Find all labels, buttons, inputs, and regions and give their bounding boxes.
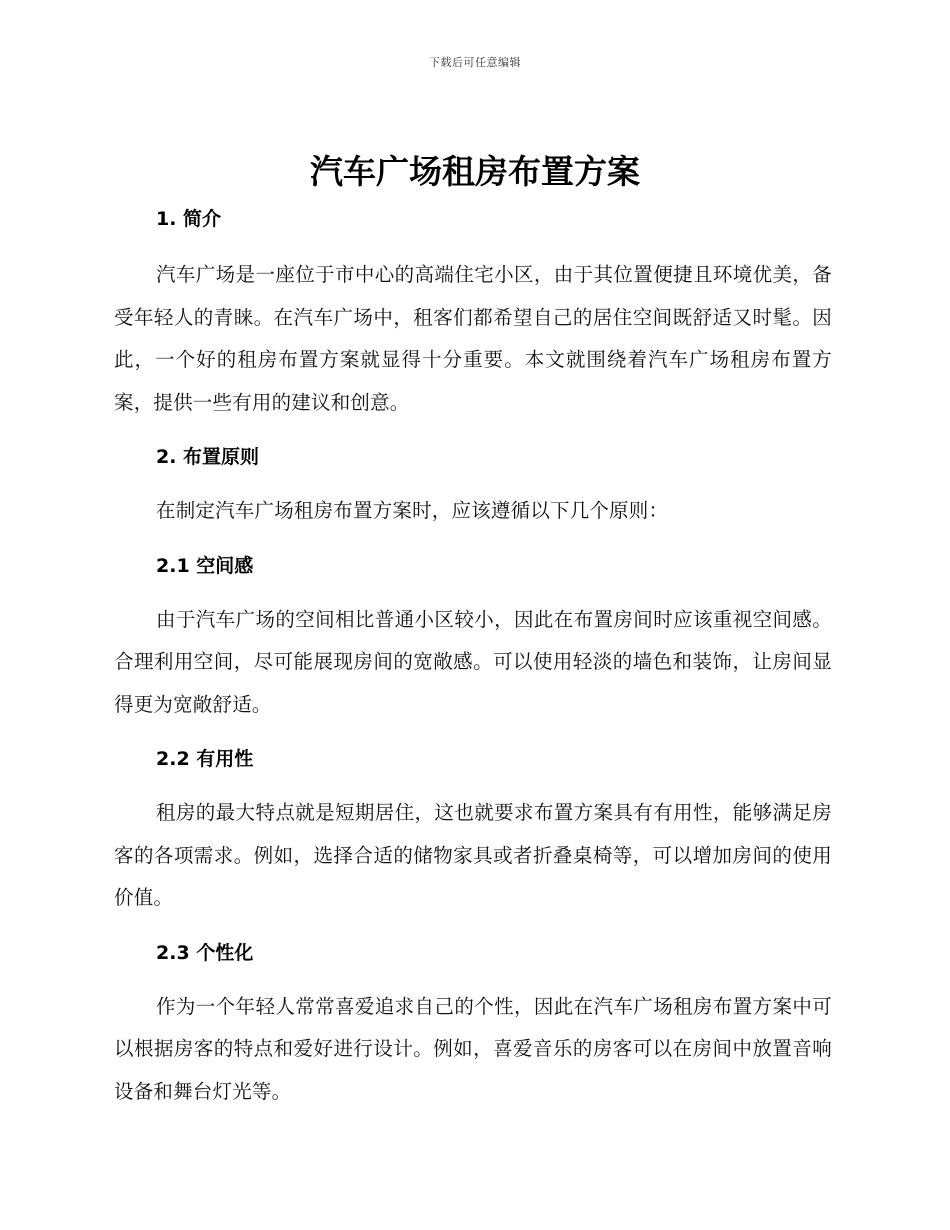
- section-paragraph-personalization: 作为一个年轻人常常喜爱追求自己的个性，因此在汽车广场租房布置方案中可以根据房客的特点和爱好进行设计。例如，喜爱音乐的房客可以在房间中放置音响设备和舞台灯光等。: [114, 994, 832, 1103]
- section-heading-usefulness: 2.2 有用性: [156, 748, 254, 770]
- section-heading-space: 2.1 空间感: [156, 554, 254, 577]
- section-paragraph-usefulness: 租房的最大特点就是短期居住，这也就要求布置方案具有有用性，能够满足房客的各项需求。例如，选择合适的储物家具或者折叠桌椅等，可以增加房间的使用价值。: [114, 801, 832, 909]
- section-paragraph-space: 由于汽车广场的空间相比普通小区较小，因此在布置房间时应该重视空间感。合理利用空间，尽可能展现房间的宽敞感。可以使用轻淡的墙色和装饰，让房间显得更为宽敞舒适。: [114, 607, 832, 716]
- section-heading-personalization: 2.3 个性化: [156, 941, 254, 964]
- section-paragraph-principles: 在制定汽车广场租房布置方案时，应该遵循以下几个原则：: [156, 499, 669, 522]
- section-paragraph-intro: 汽车广场是一座位于市中心的高端住宅小区，由于其位置便捷且环境优美，备受年轻人的青睐。在汽车广场中，租客们都希望自己的居住空间既舒适又时髦。因此，一个好的租房布置方案就显得十分重要。本文就围绕着汽车广场租房布置方案，提供一些有用的建议和创意。: [114, 263, 832, 414]
- section-heading-intro: 1. 简介: [156, 208, 222, 230]
- document-title: 汽车广场租房布置方案: [310, 152, 640, 191]
- document-body: [114, 198, 832, 1125]
- section-heading-principles: 2. 布置原则: [156, 446, 260, 468]
- page-header: 下载后可任意编辑: [429, 56, 521, 69]
